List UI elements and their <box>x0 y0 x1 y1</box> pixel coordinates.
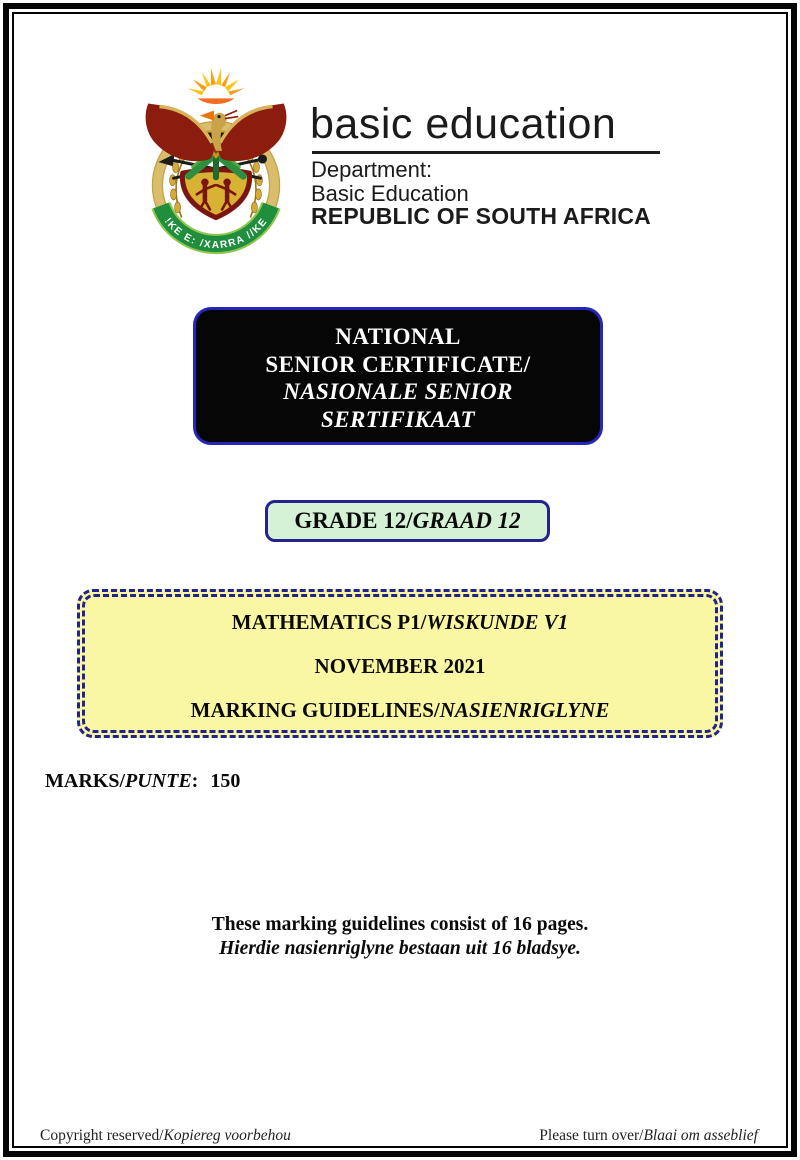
brand-underline <box>312 151 660 154</box>
certificate-title-box <box>193 307 603 445</box>
pages-note-en: These marking guidelines consist of 16 pages. <box>211 914 589 935</box>
copyright-en: Copyright reserved/ <box>40 1127 164 1144</box>
page-footer <box>40 1127 758 1145</box>
sun-icon <box>188 68 245 104</box>
marks-colon: : <box>191 770 199 792</box>
marks-value: 150 <box>210 770 241 792</box>
subject-box-inner <box>82 594 718 733</box>
grade-label-af: GRAAD 12 <box>412 508 521 533</box>
department-name: Basic Education <box>311 180 469 206</box>
department-block <box>311 158 651 229</box>
subject-box <box>77 589 723 738</box>
department-label: Department: <box>311 157 433 182</box>
turn-over-en: Please turn over/ <box>539 1127 644 1144</box>
certificate-line-1: NATIONAL <box>335 324 461 349</box>
grade-label-en: GRADE 12/ <box>294 508 413 533</box>
pages-note <box>0 913 800 960</box>
brand-wordmark: basic education <box>310 100 617 148</box>
turn-over-af: Blaai om asseblief <box>643 1127 758 1144</box>
pages-note-af: Hierdie nasienriglyne bestaan uit 16 bladsye. <box>219 937 581 959</box>
document-type <box>85 697 715 723</box>
certificate-line-3: NASIONALE SENIOR <box>283 379 513 404</box>
copyright-af: Kopiereg voorbehou <box>163 1127 291 1144</box>
country-name: REPUBLIC OF SOUTH AFRICA <box>311 203 651 229</box>
grade-box <box>265 500 550 542</box>
marks-label-en: MARKS/ <box>45 770 125 792</box>
subject-title <box>85 609 715 635</box>
copyright-note <box>40 1127 291 1145</box>
document-type-en: MARKING GUIDELINES/ <box>190 698 440 722</box>
coat-of-arms <box>135 58 297 260</box>
document-type-af: NASIENRIGLYNE <box>439 698 610 722</box>
certificate-line-2: SENIOR CERTIFICATE/ <box>265 351 531 377</box>
exam-session: NOVEMBER 2021 <box>314 654 486 678</box>
coat-of-arms-motto: !KE E: /XARRA //KE <box>161 215 271 251</box>
turn-over-note <box>539 1127 758 1145</box>
subject-en: MATHEMATICS P1/ <box>231 610 427 634</box>
certificate-line-4: SERTIFIKAAT <box>321 406 475 432</box>
marks-label-af: PUNTE <box>125 770 192 792</box>
marks-line <box>45 770 240 793</box>
subject-af: WISKUNDE V1 <box>426 610 569 634</box>
